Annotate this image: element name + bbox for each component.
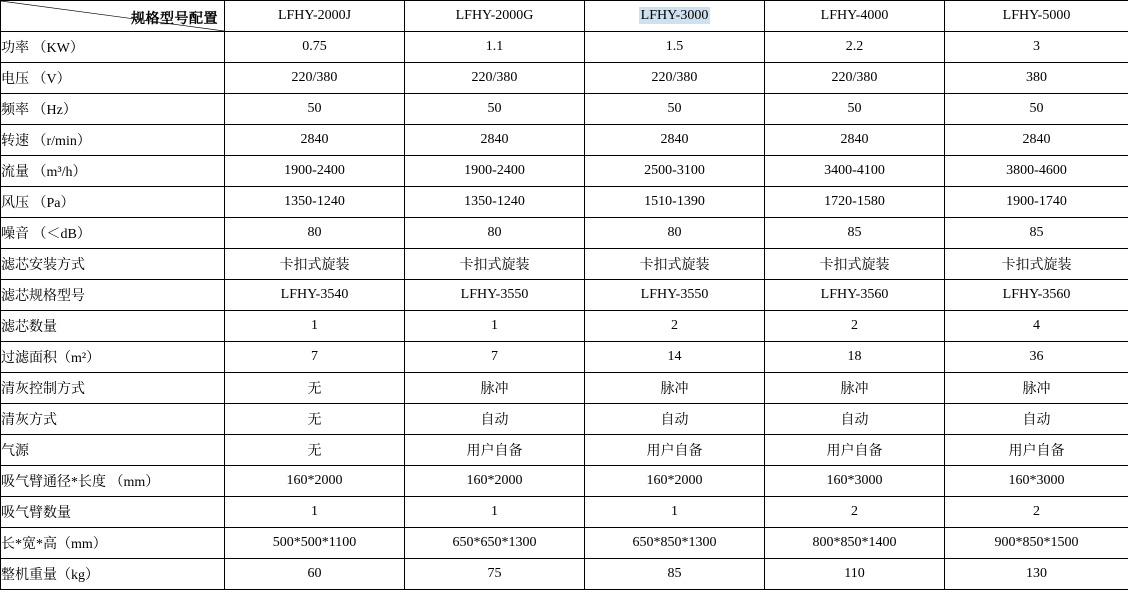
table-cell: 卡扣式旋装 xyxy=(405,249,585,280)
model-header-label: LFHY-2000G xyxy=(455,8,534,23)
table-row xyxy=(1,404,1128,435)
table-row xyxy=(1,528,1128,559)
table-cell: 2.2 xyxy=(765,32,945,63)
table-cell: 自动 xyxy=(405,404,585,435)
table-cell: 85 xyxy=(765,218,945,249)
table-cell: 380 xyxy=(945,63,1128,94)
table-cell: 85 xyxy=(945,218,1128,249)
table-cell: LFHY-3560 xyxy=(945,280,1128,311)
table-cell: 2500-3100 xyxy=(585,156,765,187)
table-row xyxy=(1,311,1128,342)
row-label: 滤芯数量 xyxy=(1,311,225,342)
model-header-4 xyxy=(945,1,1128,32)
table-cell: 2 xyxy=(945,497,1128,528)
table-cell: 650*650*1300 xyxy=(405,528,585,559)
table-cell: 1 xyxy=(405,311,585,342)
row-label: 气源 xyxy=(1,435,225,466)
table-cell: 无 xyxy=(225,373,405,404)
row-label: 清灰方式 xyxy=(1,404,225,435)
table-cell: 用户自备 xyxy=(585,435,765,466)
table-cell: 80 xyxy=(405,218,585,249)
table-cell: 50 xyxy=(225,94,405,125)
table-row xyxy=(1,342,1128,373)
table-row xyxy=(1,435,1128,466)
table-cell: 自动 xyxy=(765,404,945,435)
table-cell: 4 xyxy=(945,311,1128,342)
table-cell: 1 xyxy=(585,497,765,528)
table-row xyxy=(1,497,1128,528)
table-cell: 2840 xyxy=(765,125,945,156)
table-cell: 7 xyxy=(225,342,405,373)
table-cell: 50 xyxy=(405,94,585,125)
table-cell: 1720-1580 xyxy=(765,187,945,218)
table-cell: 220/380 xyxy=(225,63,405,94)
row-label: 长*宽*高（mm） xyxy=(1,528,225,559)
table-cell: 160*3000 xyxy=(945,466,1128,497)
table-cell: 用户自备 xyxy=(945,435,1128,466)
table-cell: 脉冲 xyxy=(585,373,765,404)
table-cell: 900*850*1500 xyxy=(945,528,1128,559)
table-row xyxy=(1,218,1128,249)
table-cell: 7 xyxy=(405,342,585,373)
row-label: 风压 （Pa） xyxy=(1,187,225,218)
table-cell: 2 xyxy=(765,497,945,528)
table-cell: 自动 xyxy=(945,404,1128,435)
table-cell: 脉冲 xyxy=(945,373,1128,404)
table-row xyxy=(1,187,1128,218)
table-cell: 130 xyxy=(945,559,1128,590)
table-cell: 1900-2400 xyxy=(225,156,405,187)
row-label: 吸气臂数量 xyxy=(1,497,225,528)
table-cell: 3 xyxy=(945,32,1128,63)
row-label: 转速 （r/min） xyxy=(1,125,225,156)
table-cell: 220/380 xyxy=(585,63,765,94)
table-cell: 50 xyxy=(945,94,1128,125)
table-cell: LFHY-3540 xyxy=(225,280,405,311)
row-label: 噪音 （＜dB） xyxy=(1,218,225,249)
model-header-label: LFHY-5000 xyxy=(1002,8,1071,23)
table-cell: 2840 xyxy=(225,125,405,156)
table-cell: 1900-1740 xyxy=(945,187,1128,218)
table-cell: 用户自备 xyxy=(405,435,585,466)
table-row xyxy=(1,63,1128,94)
table-cell: 85 xyxy=(585,559,765,590)
table-cell: 220/380 xyxy=(405,63,585,94)
row-label: 频率 （Hz） xyxy=(1,94,225,125)
table-cell: 无 xyxy=(225,404,405,435)
row-label: 整机重量（kg） xyxy=(1,559,225,590)
table-cell: 1350-1240 xyxy=(225,187,405,218)
table-row xyxy=(1,156,1128,187)
table-cell: 2 xyxy=(765,311,945,342)
row-label: 清灰控制方式 xyxy=(1,373,225,404)
table-cell: 脉冲 xyxy=(405,373,585,404)
row-label: 吸气臂通径*长度 （mm） xyxy=(1,466,225,497)
table-cell: 50 xyxy=(765,94,945,125)
table-cell: 1 xyxy=(225,497,405,528)
table-cell: 2840 xyxy=(585,125,765,156)
table-cell: 2840 xyxy=(405,125,585,156)
table-cell: 3400-4100 xyxy=(765,156,945,187)
table-cell: 卡扣式旋装 xyxy=(585,249,765,280)
table-cell: 脉冲 xyxy=(765,373,945,404)
model-header-3 xyxy=(765,1,945,32)
table-row xyxy=(1,373,1128,404)
row-label: 滤芯安装方式 xyxy=(1,249,225,280)
table-row xyxy=(1,32,1128,63)
model-header-label: LFHY-4000 xyxy=(820,8,889,23)
table-cell: 1.1 xyxy=(405,32,585,63)
table-cell: 160*2000 xyxy=(405,466,585,497)
table-cell: 60 xyxy=(225,559,405,590)
table-cell: LFHY-3560 xyxy=(765,280,945,311)
table-row xyxy=(1,559,1128,590)
table-cell: 36 xyxy=(945,342,1128,373)
table-cell: 用户自备 xyxy=(765,435,945,466)
table-cell: 110 xyxy=(765,559,945,590)
table-cell: 650*850*1300 xyxy=(585,528,765,559)
table-cell: 无 xyxy=(225,435,405,466)
model-header-0 xyxy=(225,1,405,32)
model-header-label: LFHY-2000J xyxy=(277,8,352,23)
table-row xyxy=(1,94,1128,125)
table-cell: 75 xyxy=(405,559,585,590)
table-cell: 220/380 xyxy=(765,63,945,94)
table-cell: 2 xyxy=(585,311,765,342)
table-cell: LFHY-3550 xyxy=(585,280,765,311)
table-row xyxy=(1,280,1128,311)
table-cell: 18 xyxy=(765,342,945,373)
table-cell: 14 xyxy=(585,342,765,373)
row-label: 滤芯规格型号 xyxy=(1,280,225,311)
table-cell: 80 xyxy=(225,218,405,249)
table-row xyxy=(1,125,1128,156)
table-cell: 1 xyxy=(225,311,405,342)
table-cell: 0.75 xyxy=(225,32,405,63)
table-row xyxy=(1,466,1128,497)
table-cell: 1510-1390 xyxy=(585,187,765,218)
row-label: 过滤面积（m²） xyxy=(1,342,225,373)
table-cell: 500*500*1100 xyxy=(225,528,405,559)
table-cell: 800*850*1400 xyxy=(765,528,945,559)
row-label: 电压 （V） xyxy=(1,63,225,94)
table-cell: 2840 xyxy=(945,125,1128,156)
model-header-2-selected xyxy=(585,1,765,32)
model-header-1 xyxy=(405,1,585,32)
table-cell: 80 xyxy=(585,218,765,249)
table-cell: 160*2000 xyxy=(225,466,405,497)
table-cell: 自动 xyxy=(585,404,765,435)
row-label: 流量 （m³/h） xyxy=(1,156,225,187)
table-cell: 3800-4600 xyxy=(945,156,1128,187)
row-label: 功率 （KW） xyxy=(1,32,225,63)
table-cell: 160*3000 xyxy=(765,466,945,497)
corner-header-cell xyxy=(1,1,225,32)
table-cell: 160*2000 xyxy=(585,466,765,497)
corner-header-label: 规格型号配置 xyxy=(131,10,218,26)
table-row xyxy=(1,249,1128,280)
table-cell: 1350-1240 xyxy=(405,187,585,218)
table-cell: 卡扣式旋装 xyxy=(945,249,1128,280)
table-cell: 50 xyxy=(585,94,765,125)
table-cell: 卡扣式旋装 xyxy=(765,249,945,280)
table-cell: 1.5 xyxy=(585,32,765,63)
table-cell: 1 xyxy=(405,497,585,528)
table-header-row xyxy=(1,1,1128,32)
model-header-label-selected: LFHY-3000 xyxy=(640,8,709,23)
table-cell: LFHY-3550 xyxy=(405,280,585,311)
table-cell: 1900-2400 xyxy=(405,156,585,187)
table-cell: 卡扣式旋装 xyxy=(225,249,405,280)
